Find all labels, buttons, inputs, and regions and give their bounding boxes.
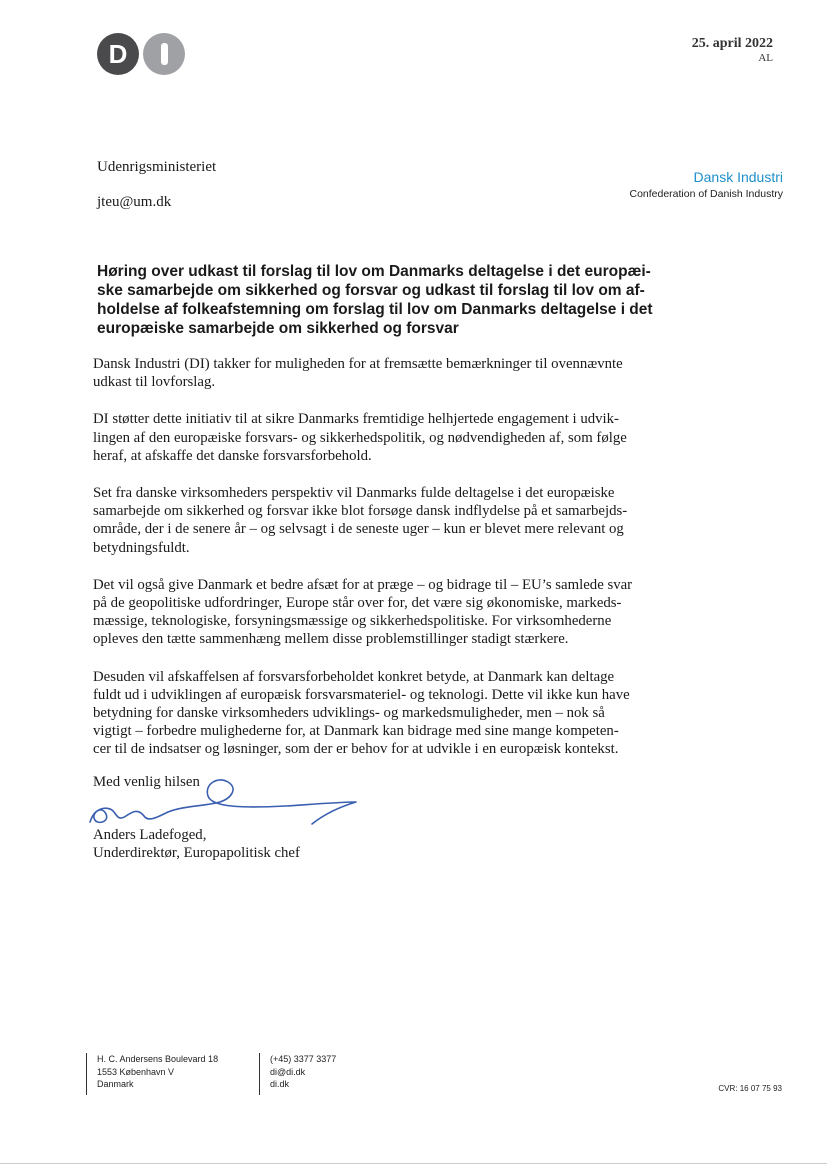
body-line: opleves den tætte sammenhæng mellem disse problemstillinger stadigt stærkere. (93, 631, 569, 648)
signer-block (93, 826, 300, 862)
body-line: område, der i de senere år – og selvsagt i de seneste uger – kun er blevet mere relevant og (93, 521, 624, 538)
signer-title: Underdirektør, Europapolitisk chef (93, 845, 300, 861)
website-link[interactable]: di.dk (270, 1079, 290, 1089)
body-paragraph (93, 668, 718, 759)
subject-line: ske samarbejde om sikkerhed og forsvar og udkast til forslag til lov om af- (97, 282, 645, 299)
page-bottom-edge (0, 1163, 827, 1164)
sender-name: Dansk Industri (693, 169, 783, 185)
address-line: Danmark (97, 1079, 134, 1089)
email-link[interactable]: di@di.dk (270, 1066, 306, 1077)
recipient-name: Udenrigsministeriet (97, 159, 217, 175)
body-line: betydningsfuldt. (93, 539, 190, 556)
body-paragraph (93, 484, 718, 557)
body-paragraph (93, 576, 718, 649)
letter-date: 25. april 2022 (691, 36, 773, 51)
signer-name: Anders Ladefoged, (93, 827, 207, 843)
footer-address (86, 1053, 218, 1095)
body-line: Det vil også give Danmark et bedre afsæt for at præge – og bidrage til – EU’s samlede svar (93, 576, 633, 593)
body-line: Desuden vil afskaffelsen af forsvarsforbeholdet konkret betyde, at Danmark kan deltage (93, 668, 615, 685)
subject-line: europæiske samarbejde om sikkerhed og forsvar (97, 320, 459, 337)
closing-greeting: Med venlig hilsen (93, 774, 200, 790)
cvr-number: CVR: 16 07 75 93 (718, 1084, 782, 1093)
body-line: mæssige, teknologiske, forsyningsmæssige og sikkerhedspolitiske. For virksomhederne (93, 613, 612, 630)
recipient-email: jteu@um.dk (97, 194, 172, 210)
body-line: på de geopolitiske udfordringer, Europe står over for, det være sig økonomiske, markeds- (93, 595, 622, 612)
letter-body (93, 355, 718, 778)
body-line: lingen af den europæiske forsvars- og sikkerhedspolitik, og nødvendigheden af, som følge (93, 429, 627, 446)
author-initials: AL (758, 52, 773, 64)
body-line: fuldt ud i udviklingen af europæisk forsvarsmateriel- og teknologi. Dette vil ikke kun have (93, 686, 630, 703)
body-line: samarbejde om sikkerhed og forsvar ikke blot forsøge dansk indflydelse på et samarbejds- (93, 503, 628, 520)
sender-subtitle: Confederation of Danish Industry (629, 188, 783, 200)
logo-letter-i (143, 33, 185, 75)
body-line: Set fra danske virksomheders perspektiv vil Danmarks fulde deltagelse i det europæiske (93, 485, 615, 502)
subject-line: Høring over udkast til forslag til lov om Danmarks deltagelse i det europæi- (97, 263, 651, 280)
phone-number: (+45) 3377 3377 (270, 1054, 337, 1064)
recipient-block (97, 159, 216, 229)
body-line: betydning for danske virksomheders udviklings- og markedsmuligheder, men – nok så (93, 705, 605, 722)
body-line: vigtigt – forbedre mulighederne for, at Danmark kan bidrage med sine mange kompeten- (93, 723, 619, 740)
letter-subject (97, 262, 697, 338)
body-line: Dansk Industri (DI) takker for muligheden for at fremsætte bemærkninger til ovennævnte (93, 356, 623, 372)
address-line: 1553 København V (97, 1066, 175, 1077)
subject-line: holdelse af folkeafstemning om forslag til lov om Danmarks deltagelse i det (97, 301, 653, 318)
body-line: DI støtter dette initiativ til at sikre Danmarks fremtidige helhjertede engagement i udvik- (93, 411, 619, 428)
date-block (692, 36, 773, 64)
address-line: H. C. Andersens Boulevard 18 (97, 1054, 219, 1064)
handwritten-signature (86, 772, 366, 832)
body-line: cer til de indsatser og løsninger, som der er behov for at udvikle i en europæisk kontekst. (93, 741, 619, 758)
body-line: heraf, at afskaffe det danske forsvarsforbehold. (93, 447, 372, 464)
sender-block (629, 169, 783, 200)
body-paragraph (93, 355, 718, 391)
logo-letter-d: D (97, 33, 139, 75)
footer-contact (259, 1053, 336, 1095)
body-paragraph (93, 410, 718, 465)
body-line: udkast til lovforslag. (93, 374, 216, 391)
di-logo (97, 33, 187, 75)
